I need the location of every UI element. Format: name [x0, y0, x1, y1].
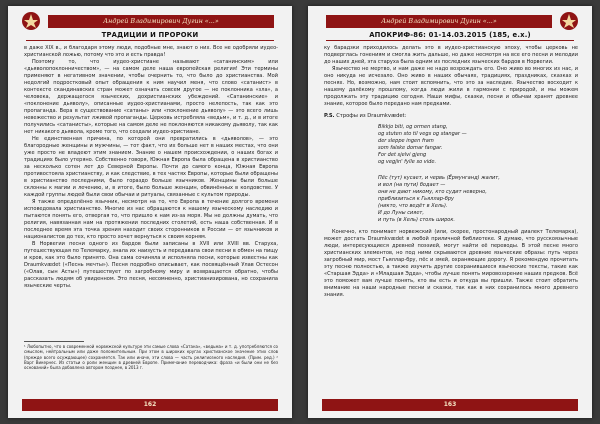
paragraph: в даже XIX в., и благодаря этому люди, подобные мне, знают о них. Все не одобряли иудео-христианской ложью, потому что это и есть правда! — [24, 45, 278, 58]
poem-line: и путь (в Хель) столь широк. — [378, 217, 456, 223]
paragraph: Не единственная причина, по которой они превратились в «дьяволов», — это благородные женщины и мужчины, — тот факт, что их больше нет в наших местах, что они уже просто не владеют этим знанием. Знание о нашем происхождении, о наших богах и традициях было утеряно. Собственно говоря, Южная Европа была обращена в христианство за несколько сотен лет до Северной Европы. Почти до самого конца, Южная Европа противостояла христианству, и как следствие, в тех частях Европы, которые были обращены в христианство последними, было гораздо больше язычников. Женщины были больше склонны к магии и лечению, и, в итоге, было больше женщин, обвинённых в колдовстве. У каждой группы людей были свои обычаи и ритуалы, связанные с культом природы. — [24, 136, 278, 198]
ps-label: P.S. — [324, 113, 335, 119]
poem-line: и вол (на пути) бодает — — [378, 182, 446, 188]
paragraph: Конечно, кто понимает норвежский (или, скорее, простонародный диалект Телемарка), может достать Draumkvædet в любой приличной библиотеке. Я думаю, что русскоязычные люди, интересующиеся древней поэзией, могут найти её переводы. В этой песне много христианских элементов, но под ними скрываются древние языческие образы: путь через загробный мир, мост Гьяллар-бру, пёс и змей, охраняющие дорогу. Я рекомендую прочитать эту песню полностью, а также изучить другие сохранившиеся языческие тексты, такие как «Старшая Эдда» и «Младшая Эдда», чтобы лучше понять мировоззрение наших предков. Всё это поможет вам лучше понять, кто вы есть и откуда вы пришли. Также стоит обратить внимание на наши народные песни и сказки, так как в них сохранилось много древнего знания. — [324, 229, 578, 298]
paragraph: Я также определённо язычник, несмотря на то, что Европа в течение долгого времени исповедовала христианство. Многие из нас обращаются к нашему языческому наследию и пытаются понять его, отвергая то, что пришло к нам из-за моря. Мы не должны думать, что религия, навязанная нам на протяжении последних столетий, есть наша собственная. И в последнее время эта точка зрения находит своих сторонников в России — от язычников и националистов до тех, кто просто хочет вернуться к своим корням. — [24, 199, 278, 240]
poem-translation — [378, 175, 578, 224]
ps-text: Строфы из Draumkvædet: — [336, 113, 407, 119]
running-header: Андрей Владимирович Дугин «...» — [48, 15, 274, 28]
poem-line: og stuten sto til vegs og stangar — — [378, 131, 467, 137]
poem-line: Пёс (тут) кусает, и червь (Ёрмунганд) жалит, — [378, 175, 500, 181]
page-number: 162 — [22, 399, 278, 411]
paragraph: Поэтому то, что иудео-христиане называют «сатанинским» или «дьяволопоклонничеством», — на самом деле наша европейская религия! Эти термины применяют в негативном значении, чтобы очернить то, что было до христианства. Мой недолгий подростковый опыт обращения к ним научил меня, что слово «сатанист» в контексте скандинавских стран может означать совсем другое — не поклонника «зла», а человека, держащегося языческих, дохристианских убеждений. «Сатанинские» и «поклонение дьяволу», описанные иудео-христианами, просто нелепость, так как это пропаганда. Вера в существование «сатаны» или «поклонение дьяволу» — это всего лишь невежество и результат лживой пропаганды. Церковь истребляла «ведьм», и т. д., и в итоге получились «сатанисты», которые на самом деле не поклоняются никакому дьяволу, так как нет никакого дьявола, кроме того, что создали иудео-христиане. — [24, 59, 278, 135]
postscript — [324, 113, 578, 120]
right-page — [308, 6, 592, 418]
poem-line: И до Луны сияет, — [378, 210, 424, 216]
emblem-icon — [559, 11, 579, 31]
poem-line: (никто, что ведёт в Хель). — [378, 203, 448, 209]
poem-line: Bikkjo biti, og ormen stang, — [378, 124, 448, 130]
poem-line: For det sjelvi gjeng — [378, 152, 427, 158]
poem-line: приблизиться к Гьяллар-бру — [378, 196, 455, 202]
poem-line: og vegjin' fylle so vide. — [378, 159, 437, 165]
body-text — [324, 45, 578, 299]
running-header: Андрей Владимирович Дугин «...» — [326, 15, 552, 28]
poem-original — [378, 124, 578, 166]
divider — [26, 40, 274, 41]
poem-line: они не дают никому, кто судит неверно, — [378, 189, 487, 195]
emblem-icon — [21, 11, 41, 31]
footnote-divider — [24, 341, 84, 342]
paragraph: В Норвегии песни одного из бардов были записаны в XVII или XVIII вв. Старуха, путешествующая по Телемарку, знала их наизусть и передавала свои песни в обмен на пищу и кров, как это было принято. Она сама сочиняла и исполняла песни, которые известны как Draumkvædet («Песнь мечты»). Песня подробно описывает, как посвящённый Улав Остесон («Олав, сын Асты») путешествует по загробному миру и возвращается обратно, чтобы рассказать людям об увиденном. Это песня, несомненно, христианизирована, но сохранила языческие черты. — [24, 241, 278, 289]
paragraph: ку барадзки приходилось делать это в иудео-христианскую эпоху, чтобы церковь не подверглась гонениям и смогла жить дальше, но даже несмотря на все его песни и мелодии до наших дней, эта старуха была одним из последних языческих бардов в Норвегии. — [324, 45, 578, 65]
poem-gap — [324, 166, 578, 171]
section-title: АПОКРИФ-86: 01-14.03.2015 (185, е.х.) — [369, 31, 531, 39]
section-title: ТРАДИЦИИ И ПРОРОКИ — [101, 31, 199, 39]
poem-line: som falske domar fangar. — [378, 145, 443, 151]
paragraph: Язычество не мертво, и нам даже не надо возрождать его. Оно живо во многих из нас, и оно никуда не исчезало. Оно живо в наших обычаях, традициях, праздниках, сказках и песнях. Но, возможно, нам стоит вспомнить, что это за наследие. Язычество восходит к нашему далёкому прошлому, когда люди жили в гармонии с природой, и мы можем продолжать эту традицию сегодня. Наши мифы, сказки, песни и обычаи хранят древнее знание, которое было передано нам предками. — [324, 66, 578, 107]
divider — [326, 40, 574, 41]
poem-line: der sleppe ingen fram — [378, 138, 434, 144]
footnotes: ¹ Любопытно, что в современной норвежской культуре эти самые слова «Сатана», «ведьма» и т. д. употребляются со смыслом, нейтральным или даже положительным. При этом в широких кругах христианское значение этих слов (прежде всего осуждающее) сохраняется. Так или иначе, эти слова — часть религиозного наследия. (Прим. ред.) ² Варг Викернес. Из статьи о роли женщин в древней Европе. Примечание переводчика: фраза «и были они не без оснований» была добавлена автором позднее, в 2013 г. — [24, 344, 278, 371]
body-text — [24, 45, 278, 290]
page-number: 163 — [322, 399, 578, 411]
left-page — [8, 6, 292, 418]
